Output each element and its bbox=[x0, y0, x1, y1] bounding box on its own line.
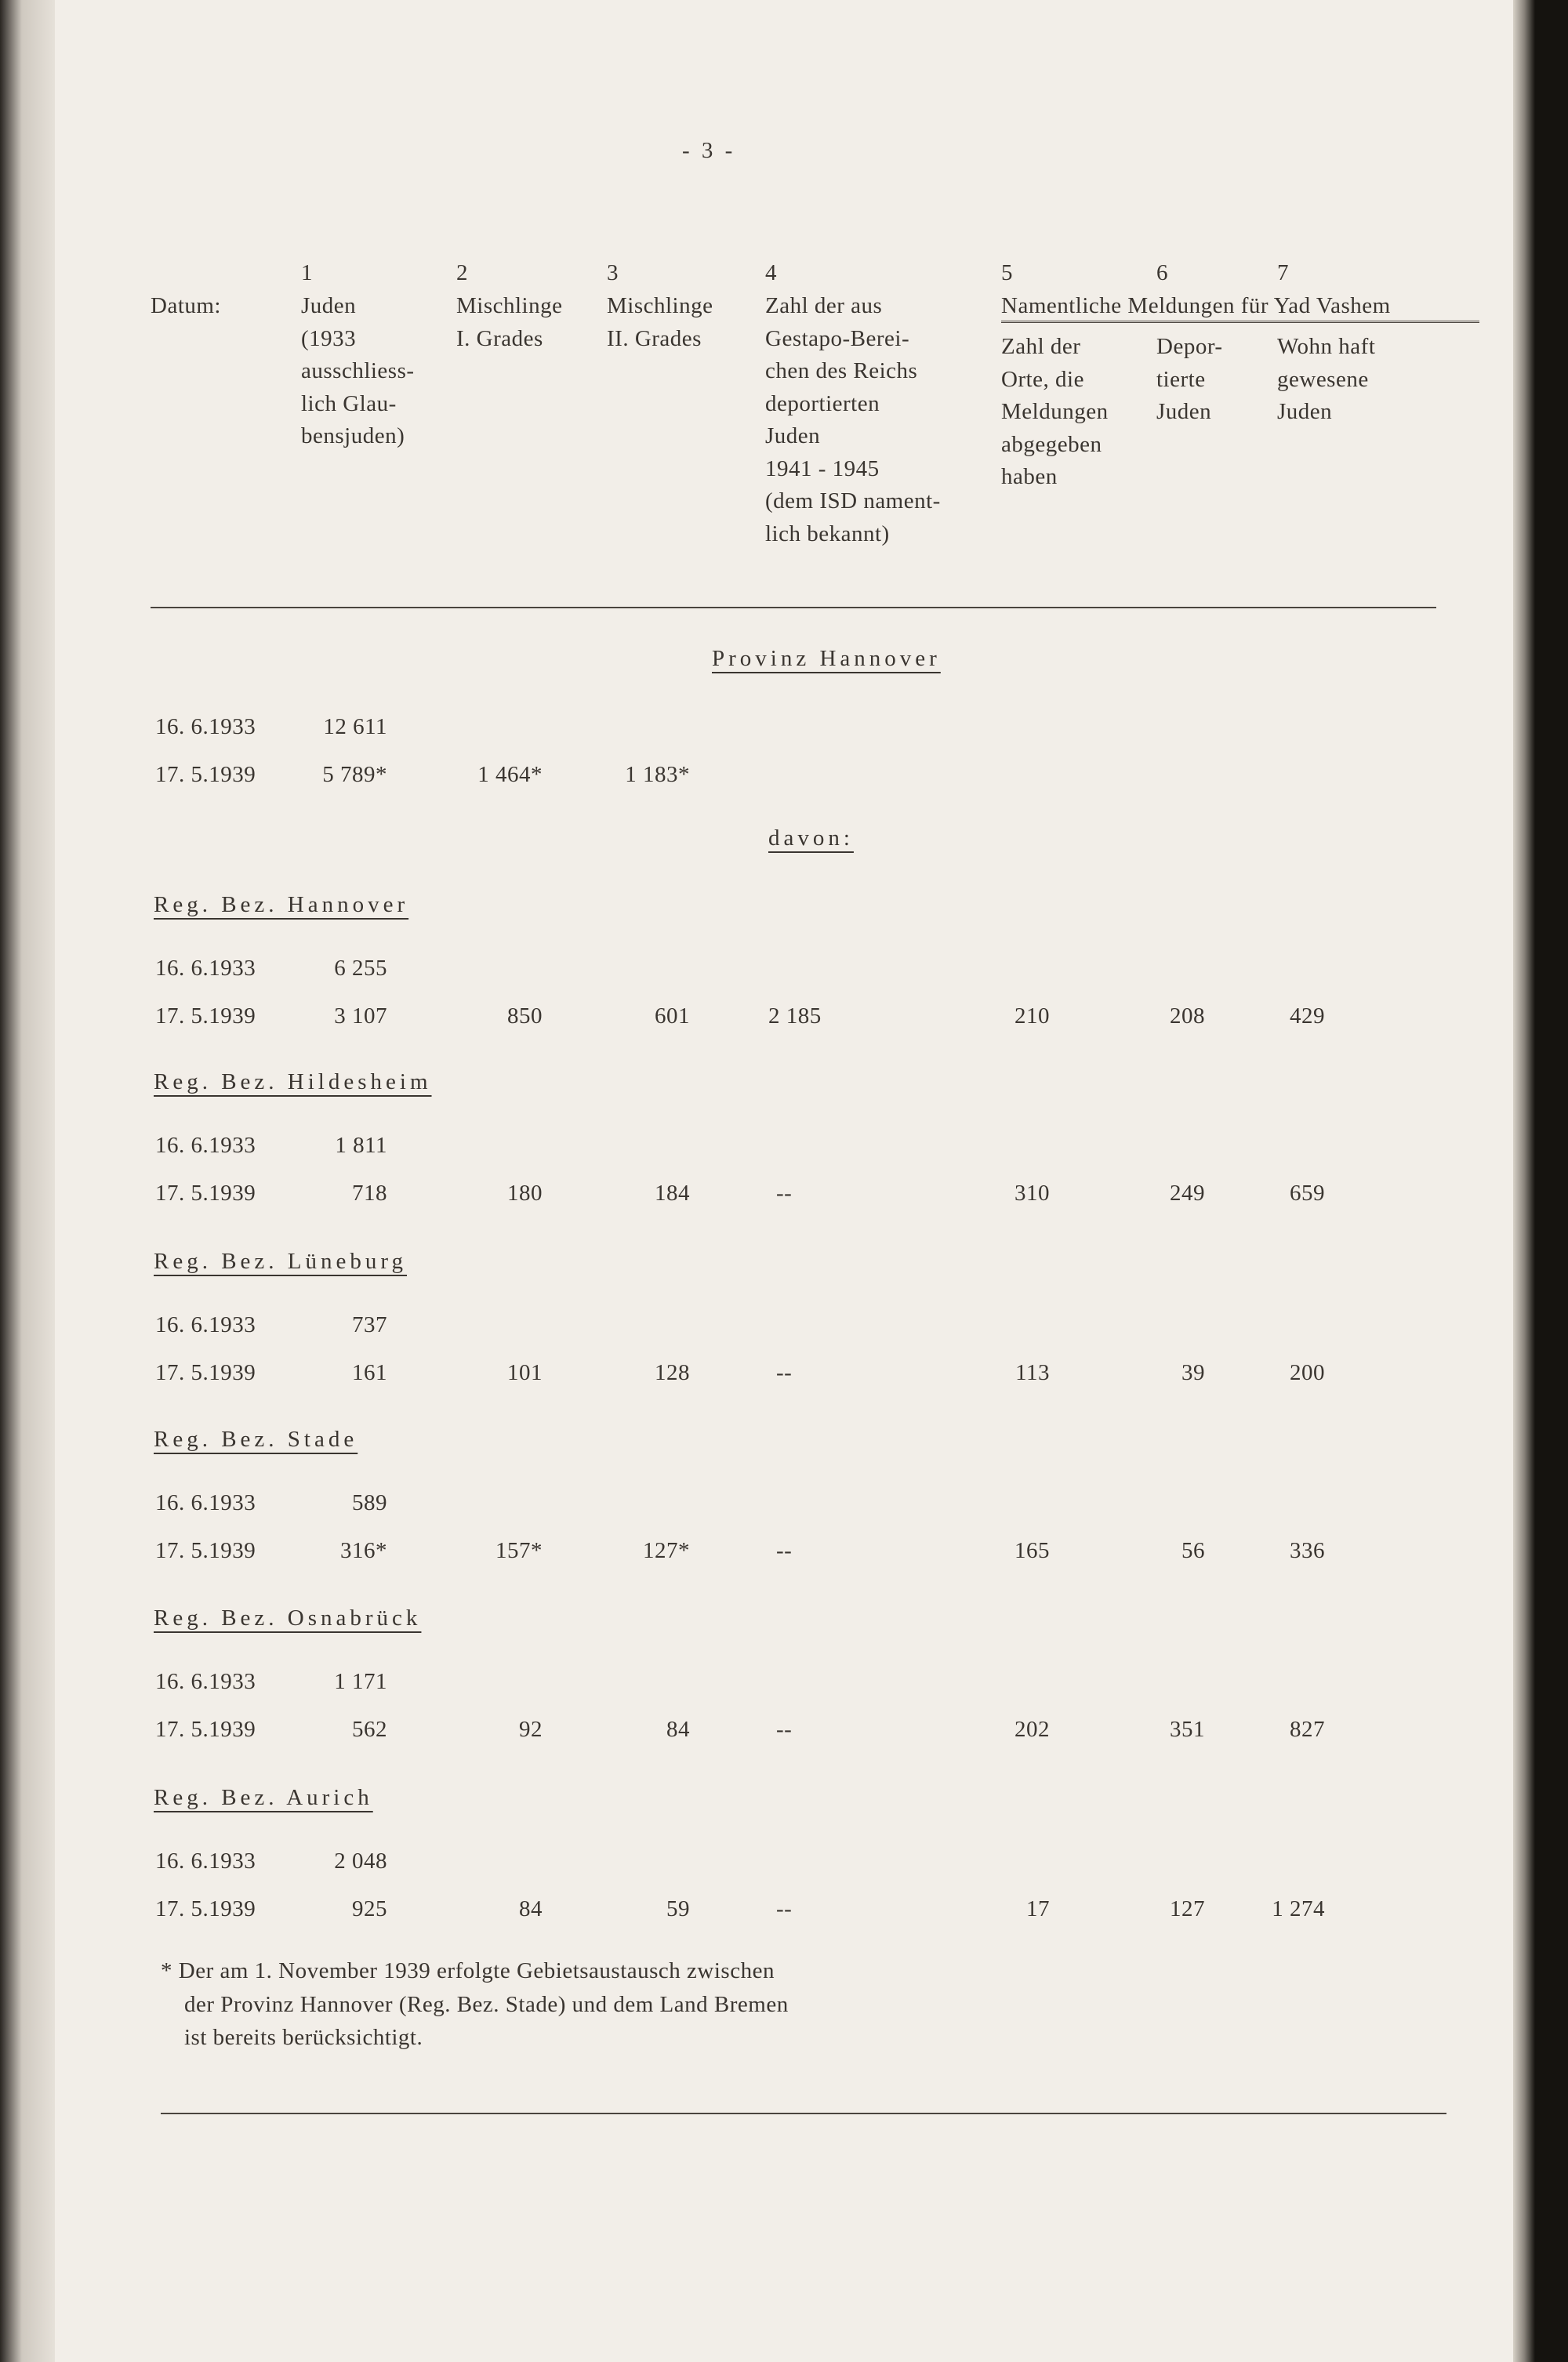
table-cell: 601 bbox=[655, 1003, 690, 1029]
column-number: 6 bbox=[1156, 260, 1168, 285]
table-cell: -- bbox=[776, 1181, 793, 1206]
column-header-line: Juden bbox=[1277, 399, 1333, 424]
table-cell: 351 bbox=[1170, 1717, 1205, 1742]
table-cell: 202 bbox=[1014, 1717, 1050, 1742]
table-cell: 336 bbox=[1290, 1538, 1325, 1563]
table-cell: -- bbox=[776, 1717, 793, 1742]
date-cell: 17. 5.1939 bbox=[155, 1181, 256, 1206]
footnote-line: * Der am 1. November 1939 erfolgte Gebietsaustausch zwischen bbox=[161, 1958, 775, 1983]
table-cell: 128 bbox=[655, 1360, 690, 1385]
column-header-line: deportierten bbox=[765, 390, 880, 416]
footnote-line: der Provinz Hannover (Reg. Bez. Stade) und dem Land Bremen bbox=[184, 1991, 789, 2017]
table-cell: 827 bbox=[1290, 1717, 1325, 1742]
table-cell: 208 bbox=[1170, 1003, 1205, 1029]
davon-heading: davon: bbox=[768, 825, 854, 851]
date-cell: 17. 5.1939 bbox=[155, 1003, 256, 1029]
column-header-line: Orte, die bbox=[1001, 366, 1084, 392]
table-cell: 39 bbox=[1181, 1360, 1205, 1385]
table-cell: 659 bbox=[1290, 1181, 1325, 1206]
date-cell: 16. 6.1933 bbox=[155, 1490, 256, 1515]
column-header-line: ausschliess- bbox=[301, 358, 415, 383]
column-header-line: (dem ISD nament- bbox=[765, 488, 941, 513]
table-cell: -- bbox=[776, 1896, 793, 1921]
table-cell: 180 bbox=[507, 1181, 543, 1206]
table-cell: -- bbox=[776, 1360, 793, 1385]
date-cell: 16. 6.1933 bbox=[155, 1312, 256, 1337]
district-heading: Reg. Bez. Hildesheim bbox=[154, 1069, 432, 1094]
column-header-line: lich Glau- bbox=[301, 390, 397, 416]
date-cell: 17. 5.1939 bbox=[155, 1717, 256, 1742]
district-heading: Reg. Bez. Lüneburg bbox=[154, 1249, 408, 1274]
column-header-line: I. Grades bbox=[456, 325, 543, 351]
table-cell: 157* bbox=[495, 1538, 543, 1563]
column-header-line: bensjuden) bbox=[301, 423, 405, 448]
table-cell: 737 bbox=[352, 1312, 387, 1337]
page-number: - 3 - bbox=[682, 138, 736, 163]
column-header-line: Zahl der aus bbox=[765, 293, 883, 318]
facing-page-edge bbox=[0, 0, 55, 2362]
page-edge bbox=[1513, 0, 1568, 2362]
table-cell: 84 bbox=[666, 1717, 690, 1742]
table-cell: 2 185 bbox=[768, 1003, 822, 1029]
table-cell: 429 bbox=[1290, 1003, 1325, 1029]
table-cell: 925 bbox=[352, 1896, 387, 1921]
table-cell: 316* bbox=[340, 1538, 387, 1563]
table-cell: 5 789* bbox=[322, 762, 387, 787]
column-number: 1 bbox=[301, 260, 313, 285]
column-header-line: Meldungen bbox=[1001, 399, 1109, 424]
table-cell: 101 bbox=[507, 1360, 543, 1385]
table-cell: 210 bbox=[1014, 1003, 1050, 1029]
date-cell: 17. 5.1939 bbox=[155, 1896, 256, 1921]
table-cell: 165 bbox=[1014, 1538, 1050, 1563]
table-cell: 84 bbox=[519, 1896, 543, 1921]
column-header-line: tierte bbox=[1156, 366, 1206, 392]
table-cell: 17 bbox=[1026, 1896, 1050, 1921]
table-cell: 1 274 bbox=[1272, 1896, 1325, 1921]
column-header-line: chen des Reichs bbox=[765, 358, 918, 383]
bottom-divider bbox=[161, 2113, 1446, 2114]
table-cell: 56 bbox=[1181, 1538, 1205, 1563]
column-header-line: Wohn haft bbox=[1277, 334, 1376, 359]
column-header-line: Mischlinge bbox=[456, 293, 563, 318]
table-cell: 6 255 bbox=[334, 956, 387, 981]
column-header-line: Juden bbox=[1156, 399, 1212, 424]
column-header-line: Zahl der bbox=[1001, 334, 1081, 359]
district-heading: Reg. Bez. Osnabrück bbox=[154, 1606, 422, 1631]
table-cell: 3 107 bbox=[334, 1003, 387, 1029]
datum-label: Datum: bbox=[151, 293, 221, 318]
table-cell: 127* bbox=[643, 1538, 690, 1563]
table-cell: 850 bbox=[507, 1003, 543, 1029]
date-cell: 16. 6.1933 bbox=[155, 714, 256, 739]
date-cell: 16. 6.1933 bbox=[155, 1849, 256, 1874]
column-header-line: gewesene bbox=[1277, 366, 1369, 392]
date-cell: 16. 6.1933 bbox=[155, 1669, 256, 1694]
table-cell: 12 611 bbox=[323, 714, 387, 739]
column-number: 7 bbox=[1277, 260, 1289, 285]
date-cell: 17. 5.1939 bbox=[155, 1538, 256, 1563]
column-header-line: Mischlinge bbox=[607, 293, 713, 318]
table-cell: 589 bbox=[352, 1490, 387, 1515]
column-header-line: 1941 - 1945 bbox=[765, 455, 880, 481]
date-cell: 17. 5.1939 bbox=[155, 1360, 256, 1385]
column-header-line: (1933 bbox=[301, 325, 357, 351]
column-number: 2 bbox=[456, 260, 468, 285]
date-cell: 16. 6.1933 bbox=[155, 956, 256, 981]
column-header-line: Juden bbox=[301, 293, 357, 318]
table-cell: 1 464* bbox=[477, 762, 543, 787]
table-cell: 1 171 bbox=[334, 1669, 387, 1694]
column-header-line: Gestapo-Berei- bbox=[765, 325, 910, 351]
date-cell: 17. 5.1939 bbox=[155, 762, 256, 787]
table-cell: 1 183* bbox=[625, 762, 690, 787]
table-cell: 562 bbox=[352, 1717, 387, 1742]
district-heading: Reg. Bez. Aurich bbox=[154, 1785, 373, 1810]
table-cell: 92 bbox=[519, 1717, 543, 1742]
table-cell: -- bbox=[776, 1538, 793, 1563]
table-cell: 184 bbox=[655, 1181, 690, 1206]
column-header-line: lich bekannt) bbox=[765, 521, 890, 546]
column-header-line: II. Grades bbox=[607, 325, 702, 351]
header-divider bbox=[151, 607, 1436, 608]
column-number: 3 bbox=[607, 260, 619, 285]
table-cell: 161 bbox=[352, 1360, 387, 1385]
column-header-line: Depor- bbox=[1156, 334, 1223, 359]
table-cell: 310 bbox=[1014, 1181, 1050, 1206]
group-header-label: Namentliche Meldungen für Yad Vashem bbox=[1001, 295, 1479, 323]
table-cell: 59 bbox=[666, 1896, 690, 1921]
table-cell: 2 048 bbox=[334, 1849, 387, 1874]
column-header-line: Juden bbox=[765, 423, 821, 448]
column-header-line: haben bbox=[1001, 464, 1058, 489]
column-header-line: abgegeben bbox=[1001, 431, 1102, 457]
province-heading: Provinz Hannover bbox=[712, 646, 941, 671]
table-cell: 249 bbox=[1170, 1181, 1205, 1206]
table-cell: 200 bbox=[1290, 1360, 1325, 1385]
footnote-line: ist bereits berücksichtigt. bbox=[184, 2025, 423, 2050]
column-number: 4 bbox=[765, 260, 777, 285]
district-heading: Reg. Bez. Stade bbox=[154, 1427, 358, 1452]
table-cell: 127 bbox=[1170, 1896, 1205, 1921]
column-number: 5 bbox=[1001, 260, 1013, 285]
date-cell: 16. 6.1933 bbox=[155, 1133, 256, 1158]
table-cell: 1 811 bbox=[335, 1133, 387, 1158]
table-cell: 718 bbox=[352, 1181, 387, 1206]
table-cell: 113 bbox=[1015, 1360, 1050, 1385]
district-heading: Reg. Bez. Hannover bbox=[154, 892, 409, 917]
